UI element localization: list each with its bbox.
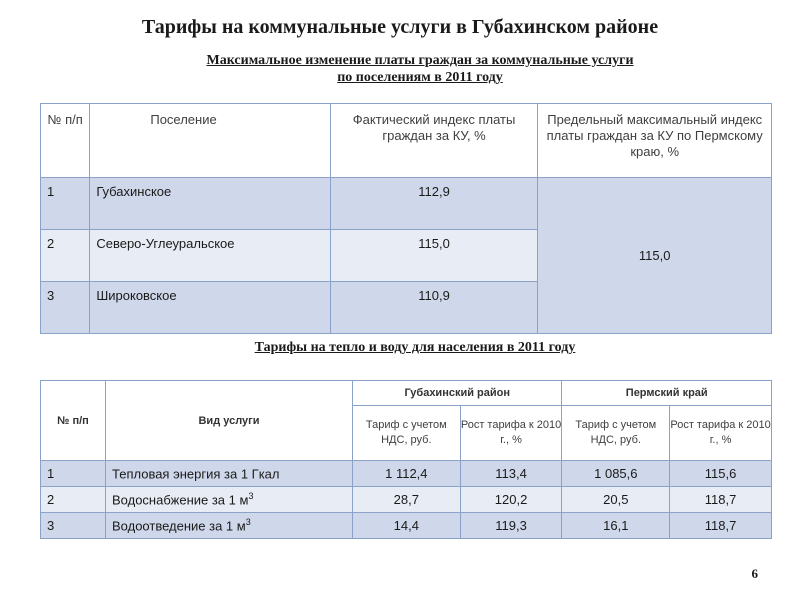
table-header-row [41, 104, 772, 178]
cell-num: 1 [41, 178, 90, 230]
cell-perm-growth: 118,7 [670, 513, 772, 539]
page-title: Тарифы на коммунальные услуги в Губахинском районе [141, 16, 659, 38]
service-label: Водоснабжение за 1 м [112, 492, 249, 508]
cell-service [106, 487, 353, 513]
header-group-gubakha: Губахинский район [353, 381, 562, 406]
cell-gubakha-growth: 113,4 [460, 461, 562, 487]
table-header-row [41, 381, 772, 406]
cell-settlement: Широковское [90, 282, 330, 334]
cell-gubakha-growth: 119,3 [460, 513, 562, 539]
page-number: 6 [751, 566, 758, 581]
table-row [41, 487, 772, 513]
cell-num: 1 [41, 461, 106, 487]
unit-superscript: 3 [248, 491, 254, 502]
header-actual-index: Фактический индекс платы граждан за КУ, % [330, 104, 538, 178]
settlements-index-table [40, 103, 772, 334]
subtitle-line-2: по поселениям в 2011 году [337, 70, 503, 85]
header-perm-tariff: Тариф с учетом НДС, руб. [562, 406, 670, 461]
cell-actual: 115,0 [330, 230, 538, 282]
cell-perm-tariff: 16,1 [562, 513, 670, 539]
cell-gubakha-tariff: 28,7 [353, 487, 461, 513]
header-num: № п/п [41, 381, 106, 461]
cell-actual: 110,9 [330, 282, 538, 334]
subtitle-line-1: Максимальное изменение платы граждан за коммунальные услуги [206, 53, 634, 68]
header-gubakha-growth: Рост тарифа к 2010 г., % [460, 406, 562, 461]
section-title-tariffs: Тарифы на тепло и воду для населения в 2011 году [254, 340, 576, 355]
cell-gubakha-tariff: 1 112,4 [353, 461, 461, 487]
unit-superscript: 3 [245, 517, 251, 528]
cell-gubakha-growth: 120,2 [460, 487, 562, 513]
cell-perm-tariff: 1 085,6 [562, 461, 670, 487]
table-row [41, 461, 772, 487]
header-limit-index: Предельный максимальный индекс платы граждан за КУ по Пермскому краю, % [538, 104, 772, 178]
cell-num: 3 [41, 513, 106, 539]
service-label: Тепловая энергия за 1 Гкал [112, 466, 280, 482]
cell-settlement: Губахинское [90, 178, 330, 230]
cell-num: 3 [41, 282, 90, 334]
cell-num: 2 [41, 230, 90, 282]
cell-service [106, 513, 353, 539]
service-label: Водоотведение за 1 м [112, 518, 246, 534]
cell-gubakha-tariff: 14,4 [353, 513, 461, 539]
table-row [41, 178, 772, 230]
cell-perm-growth: 115,6 [670, 461, 772, 487]
cell-perm-growth: 118,7 [670, 487, 772, 513]
tariffs-table [40, 380, 772, 539]
cell-service [106, 461, 353, 487]
header-num: № п/п [41, 104, 90, 178]
header-perm-growth: Рост тарифа к 2010 г., % [670, 406, 772, 461]
header-service: Вид услуги [106, 381, 353, 461]
cell-perm-tariff: 20,5 [562, 487, 670, 513]
header-settlement: Поселение [90, 104, 330, 178]
cell-num: 2 [41, 487, 106, 513]
cell-settlement: Северо-Углеуральское [90, 230, 330, 282]
header-group-perm: Пермский край [562, 381, 772, 406]
cell-actual: 112,9 [330, 178, 538, 230]
subtitle [0, 52, 800, 86]
cell-limit-merged: 115,0 [538, 178, 772, 334]
table-row [41, 513, 772, 539]
header-gubakha-tariff: Тариф с учетом НДС, руб. [353, 406, 461, 461]
